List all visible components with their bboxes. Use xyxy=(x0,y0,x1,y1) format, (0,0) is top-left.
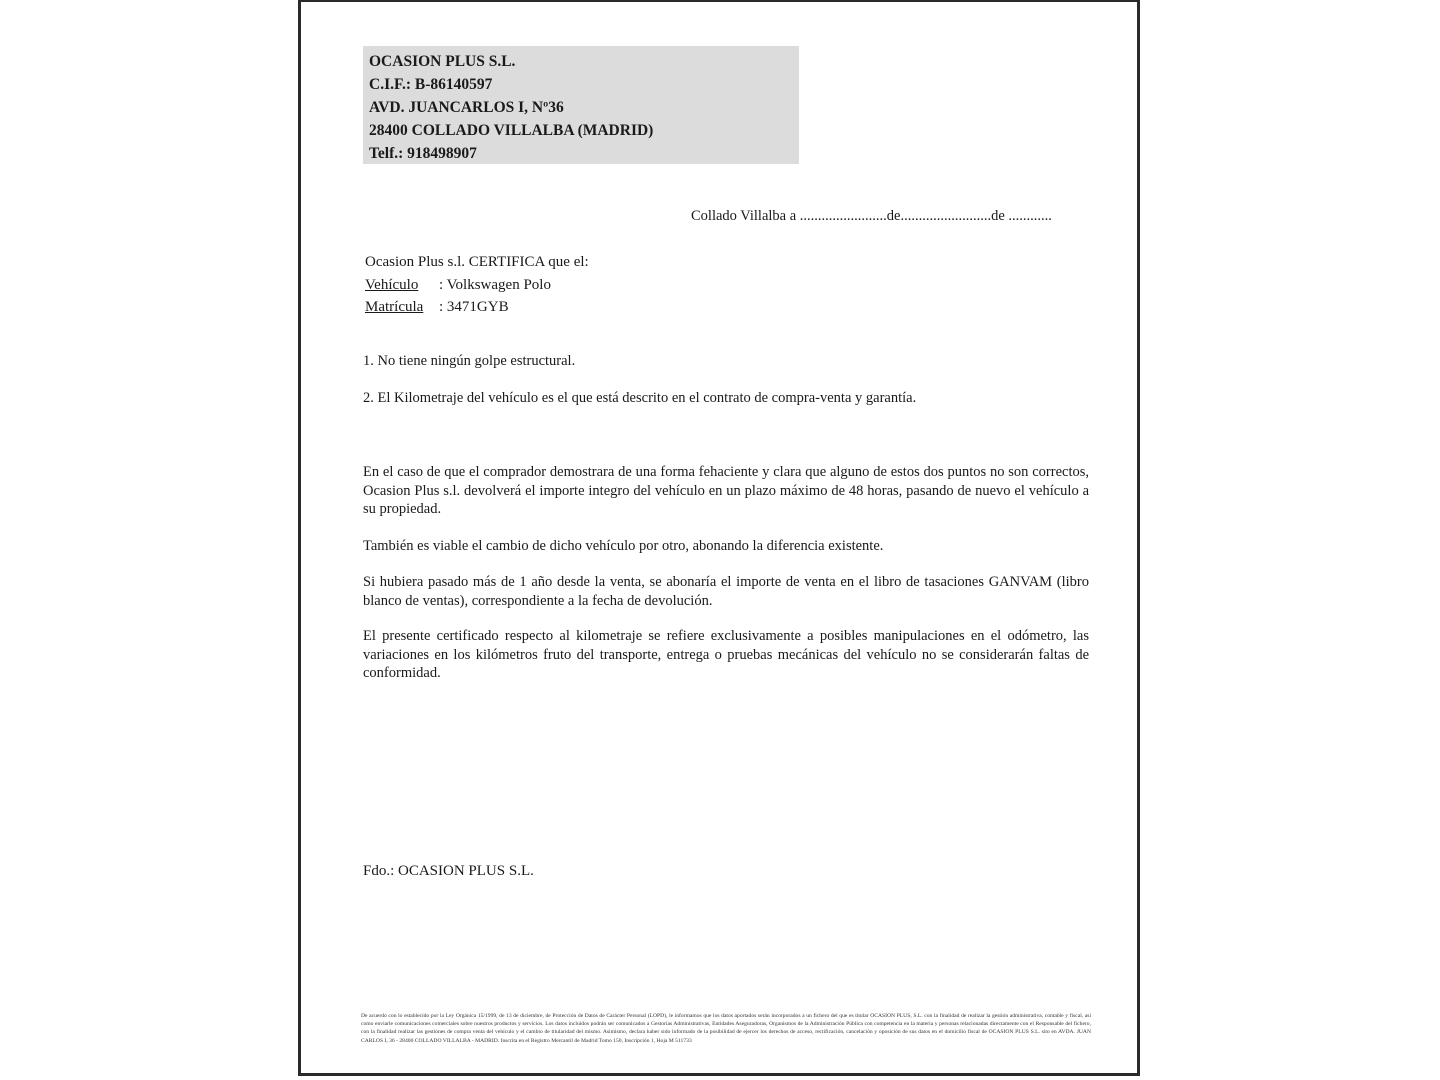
document-page xyxy=(298,0,1140,1076)
paragraph-mileage: El presente certificado respecto al kilometraje se refiere exclusivamente a posibles manipulaciones en el odómetro, las variaciones en los kilómetros fruto del transporte, entrega o pruebas mecánicas del vehículo no se considerarán faltas de conformidad. xyxy=(363,628,1089,682)
plate-label: Matrícula xyxy=(365,299,424,315)
company-city: 28400 COLLADO VILLALBA (MADRID) xyxy=(369,122,654,139)
vehicle-value: : Volkswagen Polo xyxy=(439,276,551,293)
point-2: 2. El Kilometraje del vehículo es el que está descrito en el contrato de compra-venta y garantía. xyxy=(363,390,917,406)
certification-block xyxy=(365,251,589,319)
vehicle-label: Vehículo xyxy=(365,276,419,293)
date-line: Collado Villalba a ........................de.........................de ............ xyxy=(691,208,1052,224)
paragraph-exchange: También es viable el cambio de dicho vehículo por otro, abonando la diferencia existente. xyxy=(363,538,884,554)
signature: Fdo.: OCASION PLUS S.L. xyxy=(363,863,534,879)
point-1: 1. No tiene ningún golpe estructural. xyxy=(363,353,576,369)
company-cif: C.I.F.: B-86140597 xyxy=(369,76,493,93)
paragraph-refund: En el caso de que el comprador demostrara de una forma fehaciente y clara que alguno de estos dos puntos no son correctos, Ocasion Plus s.l. devolverá el importe integro del vehículo en un plazo máximo de 48 horas, pasando de nuevo el vehículo a su propiedad. xyxy=(363,464,1089,518)
certification-intro: Ocasion Plus s.l. CERTIFICA que el: xyxy=(365,254,589,270)
company-header xyxy=(363,46,799,164)
legal-footer: De acuerdo con lo establecido por la Ley Orgánica 15/1999, de 13 de diciembre, de Protección de Datos de Carácter Personal (LOPD), le informamos que los datos aportados serán incorporados a un fichero del que es titular OCASION PLUS, S.L. con la finalidad de realizar la gestión administrativa, contable y fiscal, así como enviarle comunicaciones comerciales sobre nuestros productos y servicios. Los datos incluidos podrán ser comunicados a Gestorías Administrativas, Entidades Aseguradoras, Organismos de la Administración Pública con competencia en la materia y personas relacionadas directamente con el Responsable del fichero, con la finalidad realizar las gestiones de compra venta del vehículo y el cambio de titularidad del mismo. Asimismo, declara haber sido informado de la posibilidad de ejercer los derechos de acceso, rectificación, cancelación y oposición de sus datos en el domicilio fiscal de OCASION PLUS S.L. sito en AVDA. JUAN CARLOS I, 36 - 28400 COLLADO VILLALBA - MADRID. Inscrita en el Registro Mercantil de Madrid Tomo 150, Inscripción 1, Hoja M 511733 xyxy=(361,1013,1091,1044)
vehicle-row xyxy=(365,274,589,297)
paragraph-ganvam: Si hubiera pasado más de 1 año desde la venta, se abonaría el importe de venta en el libro de tasaciones GANVAM (libro blanco de ventas), correspondiente a la fecha de devolución. xyxy=(363,574,1089,609)
plate-row xyxy=(365,296,589,319)
plate-value: : 3471GYB xyxy=(439,299,509,315)
company-name: OCASION PLUS S.L. xyxy=(369,53,516,70)
company-address: AVD. JUANCARLOS I, Nº36 xyxy=(369,99,564,116)
company-phone: Telf.: 918498907 xyxy=(369,145,477,162)
